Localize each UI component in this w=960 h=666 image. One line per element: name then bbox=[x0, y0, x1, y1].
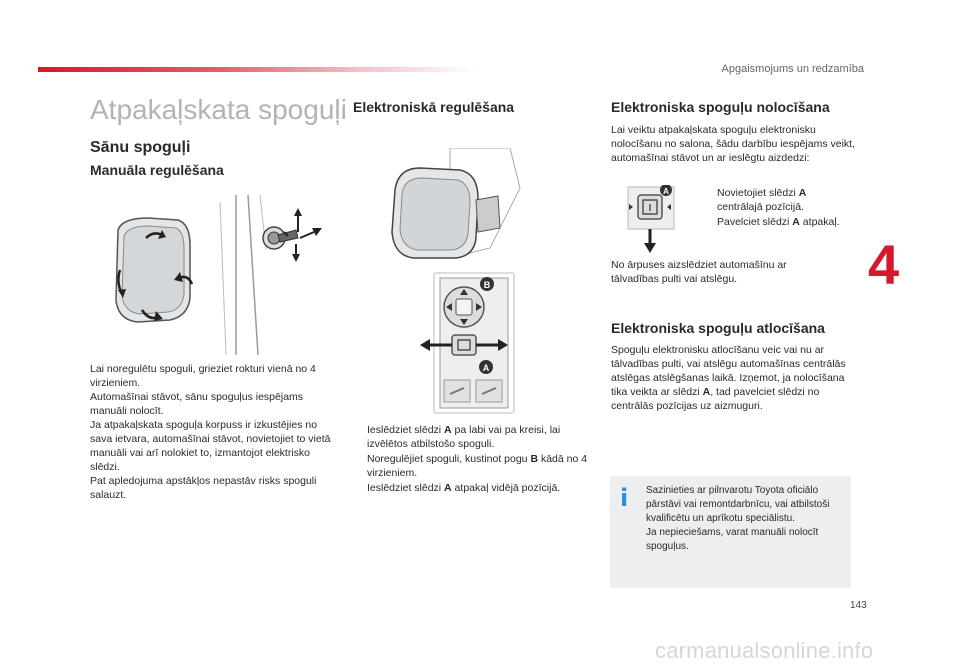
electronic-adjust-heading: Elektroniskā regulēšana bbox=[353, 99, 515, 115]
page-number: 143 bbox=[850, 600, 867, 611]
header-accent-bar bbox=[38, 67, 478, 72]
electronic-adjust-steps bbox=[353, 423, 593, 496]
label-a: A bbox=[482, 363, 490, 373]
list-item: Ieslēdziet slēdzi A pa labi vai pa kreisi, lai izvēlētos atbilstošo spoguli. bbox=[367, 424, 561, 450]
watermark: carmanualsonline.info bbox=[655, 638, 874, 663]
electronic-adjust-illustration bbox=[380, 148, 530, 418]
list-item: Novietojiet slēdzi A centrālajā pozīcijā. bbox=[717, 187, 807, 213]
folding-steps bbox=[703, 186, 853, 230]
manual-adjust-heading: Manuāla regulēšana bbox=[90, 162, 224, 178]
manual-mirror-illustration bbox=[108, 190, 338, 355]
folding-intro: Lai veiktu atpakaļskata spoguļu elektronisku nolocīšanu no salona, šādu darbību iespējams veikt, automašīnai stāvot un ar ieslēgtu aizdedzi: bbox=[611, 124, 855, 164]
list-item: Pavelciet slēdzi A atpakaļ. bbox=[717, 216, 840, 228]
manual-paragraph: Lai noregulētu spoguli, grieziet rokturi vienā no 4 virzieniem. bbox=[90, 363, 316, 389]
chapter-number: 4 bbox=[868, 233, 900, 296]
fold-switch-illustration bbox=[620, 185, 680, 261]
folding-outside-text: No ārpuses aizslēdziet automašīnu ar tālvadības pulti vai atslēgu. bbox=[611, 259, 787, 285]
label-a: A bbox=[663, 187, 669, 196]
page-title: Atpakaļskata spoguļi bbox=[90, 94, 347, 125]
manual-paragraph: Automašīnai stāvot, sānu spoguļus iespējams manuāli nolocīt. bbox=[90, 391, 304, 417]
manual-adjust-text bbox=[90, 362, 335, 502]
info-text: Sazinieties ar pilnvarotu Toyota oficiālo pārstāvi vai remontdarbnīcu, vai atbilstoši kvalificētu un aprīkotu speciālistu. Ja nepieciešams, varat manuāli nolocīt spoguļus. bbox=[646, 485, 830, 552]
side-mirrors-heading: Sānu spoguļi bbox=[90, 139, 191, 156]
folding-heading: Elektroniska spoguļu nolocīšana bbox=[611, 99, 830, 115]
section-title: Apgaismojums un redzamība bbox=[721, 63, 864, 75]
info-box bbox=[610, 476, 851, 588]
list-item: Noregulējiet spoguli, kustinot pogu B kādā no 4 virzieniem. bbox=[367, 453, 588, 479]
unfolding-heading: Elektroniska spoguļu atlocīšana bbox=[611, 320, 825, 336]
manual-paragraph: Ja atpakaļskata spoguļa korpuss ir izkustējies no sava ietvara, automašīnai stāvot, novietojiet to vietā manuāli vai arī nolokiet to, izmantojot elektrisko slēdzi. bbox=[90, 419, 331, 473]
label-b: B bbox=[483, 280, 491, 290]
manual-paragraph: Pat apledojuma apstākļos nepastāv risks spoguli salauzt. bbox=[90, 475, 317, 501]
unfolding-text: Spoguļu elektronisku atlocīšanu veic vai nu ar tālvadības pulti, vai atslēgu automašīnas centrālās atslēgas atslēgšanas laikā. Izņemot, ja nolocīšana tika veikta ar slēdzi A, tad pavelciet slēdzi no centrālās pozīcijas uz aizmuguri. bbox=[611, 344, 846, 412]
list-item: Ieslēdziet slēdzi A atpakaļ vidējā pozīcijā. bbox=[367, 482, 561, 494]
info-icon: i bbox=[620, 484, 629, 512]
